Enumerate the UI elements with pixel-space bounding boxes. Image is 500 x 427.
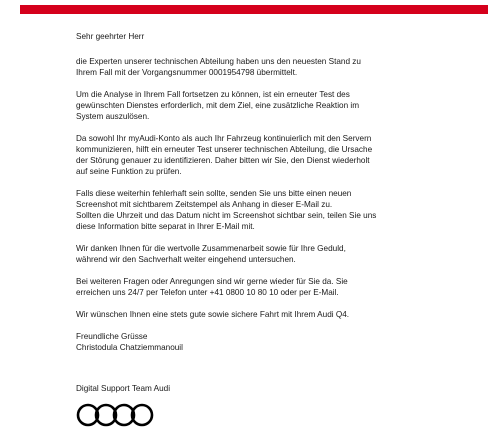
team-name: Digital Support Team Audi — [76, 384, 171, 393]
email-paragraph-3: Da sowohl Ihr myAudi-Konto als auch Ihr Fahrzeug kontinuierlich mit den Servern kommunizieren, hilft ein erneuter Test unserer technischen Abteilung, die Ursache der Störung genauer zu identifizieren. Daher bitten wir Sie, den Dienst wiederholt auf seine Funktion zu prüfen. — [76, 134, 373, 176]
email-paragraph-1: die Experten unserer technischen Abteilung haben uns den neuesten Stand zu Ihrem Fall mit der Vorgangsnummer 0001954798 übermittelt. — [76, 57, 361, 77]
email-header-bar — [0, 0, 500, 22]
email-paragraph-5: Wir danken Ihnen für die wertvolle Zusammenarbeit sowie für Ihre Geduld, während wir den Sachverhalt weiter eingehend untersuchen. — [76, 244, 346, 264]
email-greeting: Sehr geehrter Herr — [76, 32, 145, 41]
brand-accent-stripe — [20, 5, 488, 14]
email-signoff — [76, 331, 476, 353]
email-body — [76, 31, 476, 427]
audi-rings-logo-icon — [76, 403, 154, 427]
email-paragraph-4: Falls diese weiterhin fehlerhaft sein sollte, senden Sie uns bitte einen neuen Screenshot mit sichtbarem Zeitstempel als Anhang in dieser E-Mail zu. Sollten die Uhrzeit und das Datum nicht im Screenshot sichtbar sein, teilen Sie uns diese Information bitte separat in Ihrer E-Mail mit. — [76, 189, 377, 231]
email-paragraph-7: Wir wünschen Ihnen eine stets gute sowie sichere Fahrt mit Ihrem Audi Q4. — [76, 310, 350, 319]
email-paragraph-6: Bei weiteren Fragen oder Anregungen sind wir gerne wieder für Sie da. Sie erreichen uns 24/7 per Telefon unter +41 0800 10 80 10 oder per E-Mail. — [76, 277, 348, 297]
signature-name: Christodula Chatziemmanouil — [76, 343, 183, 352]
closing-phrase: Freundliche Grüsse — [76, 332, 148, 341]
email-paragraph-2: Um die Analyse in Ihrem Fall fortsetzen zu können, ist ein erneuter Test des gewünschten Dienstes erforderlich, mit dem Ziel, eine zusätzliche Reaktion im System auszulösen. — [76, 90, 360, 121]
